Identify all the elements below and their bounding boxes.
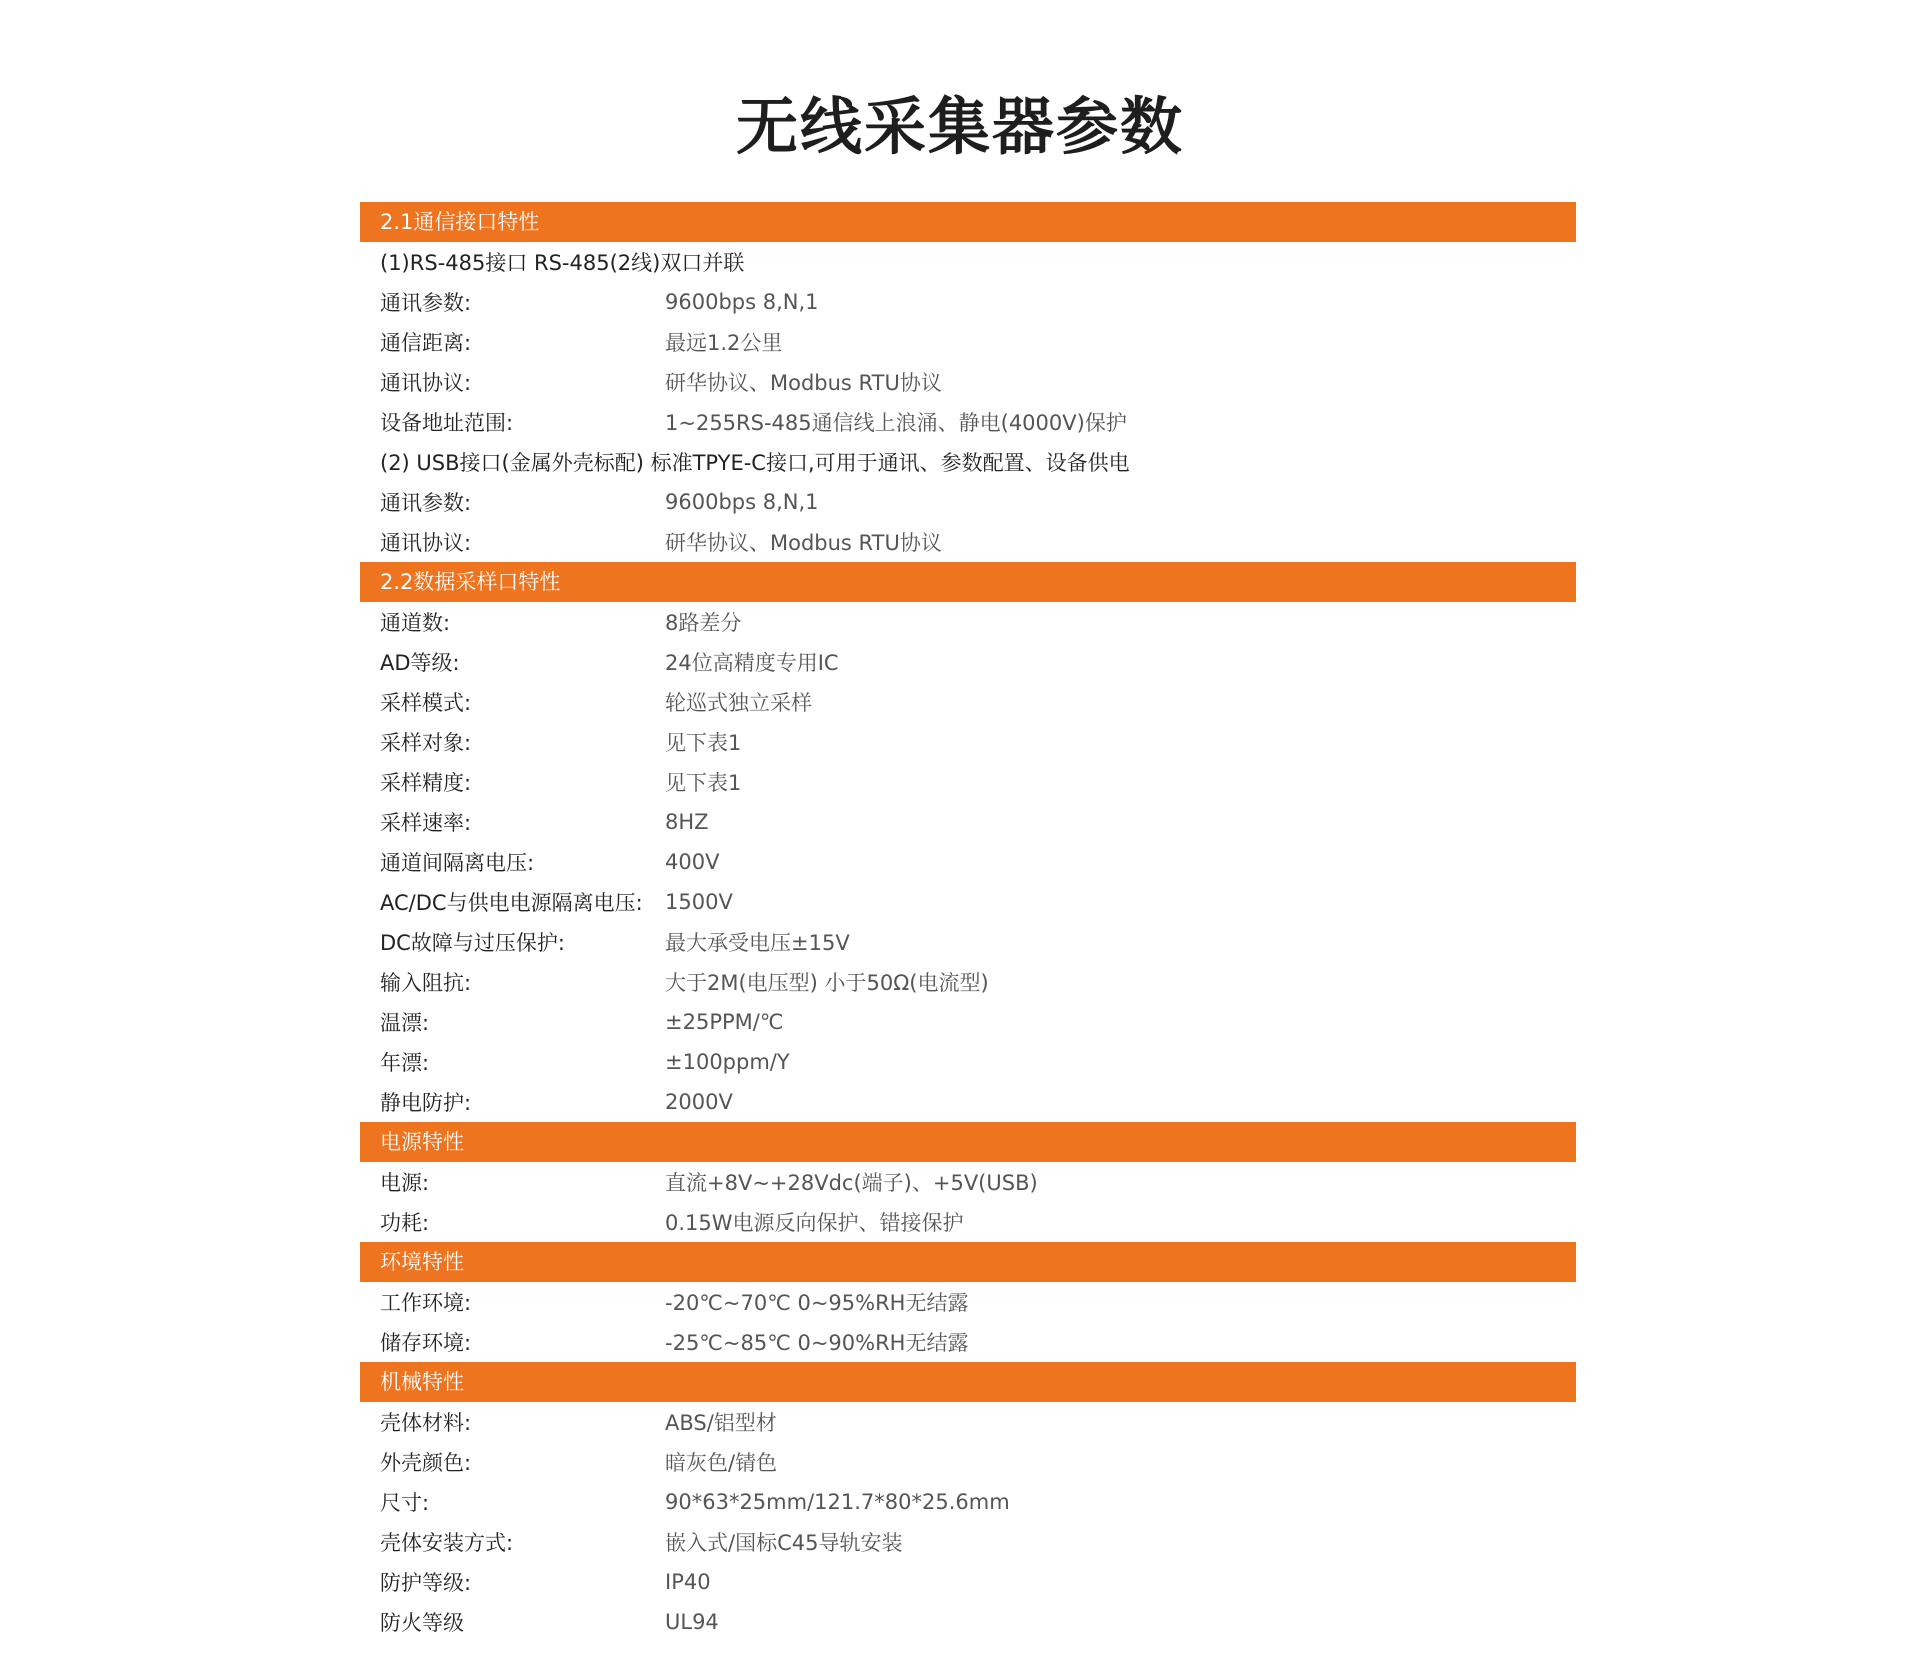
spec-row	[360, 722, 1576, 762]
spec-row	[360, 922, 1576, 962]
spec-label: 功耗:	[380, 1211, 430, 1235]
spec-value: IP40	[665, 1570, 711, 1594]
spec-value: ABS/铝型材	[665, 1411, 777, 1435]
spec-row	[360, 682, 1576, 722]
spec-value: 研华协议、Modbus RTU协议	[665, 371, 942, 395]
spec-label: AC/DC与供电电源隔离电压:	[380, 891, 643, 915]
section-header: 环境特性	[360, 1242, 1576, 1282]
spec-note: (2) USB接口(金属外壳标配) 标准TPYE-C接口,可用于通讯、参数配置、设备供电	[380, 451, 1130, 475]
spec-value: 暗灰色/锖色	[665, 1451, 778, 1475]
spec-row	[360, 602, 1576, 642]
page-title: 无线采集器参数	[735, 90, 1184, 163]
spec-label: 电源:	[380, 1171, 430, 1195]
spec-row	[360, 1402, 1576, 1442]
spec-value: 9600bps 8,N,1	[665, 290, 819, 314]
spec-row	[360, 242, 1576, 282]
spec-row	[360, 802, 1576, 842]
spec-row	[360, 962, 1576, 1002]
spec-row	[360, 1322, 1576, 1362]
spec-label: 静电防护:	[380, 1091, 472, 1115]
spec-label: 通信距离:	[380, 331, 472, 355]
spec-label: 输入阻抗:	[380, 971, 472, 995]
spec-value: 最远1.2公里	[665, 331, 783, 355]
spec-row	[360, 882, 1576, 922]
spec-value: 大于2M(电压型) 小于50Ω(电流型)	[665, 971, 989, 995]
spec-value: 嵌入式/国标C45导轨安装	[665, 1531, 903, 1555]
spec-label: 外壳颜色:	[380, 1451, 472, 1475]
spec-row	[360, 1522, 1576, 1562]
spec-row	[360, 362, 1576, 402]
spec-label: 防火等级	[380, 1611, 464, 1635]
spec-row	[360, 482, 1576, 522]
spec-label: 通讯协议:	[380, 371, 472, 395]
spec-label: DC故障与过压保护:	[380, 931, 565, 955]
spec-label: 通讯协议:	[380, 531, 472, 555]
spec-label: AD等级:	[380, 651, 460, 675]
spec-row	[360, 762, 1576, 802]
spec-row	[360, 1042, 1576, 1082]
spec-note: (1)RS-485接口 RS-485(2线)双口并联	[380, 251, 745, 275]
section-header: 电源特性	[360, 1122, 1576, 1162]
spec-value: 研华协议、Modbus RTU协议	[665, 531, 942, 555]
spec-value: 最大承受电压±15V	[665, 931, 850, 955]
spec-row	[360, 642, 1576, 682]
spec-value: 1500V	[665, 890, 733, 914]
spec-label: 壳体安装方式:	[380, 1531, 514, 1555]
spec-row	[360, 1602, 1576, 1642]
spec-label: 年漂:	[380, 1051, 430, 1075]
spec-label: 设备地址范围:	[380, 411, 514, 435]
spec-value: 轮巡式独立采样	[665, 691, 812, 715]
spec-value: 1~255RS-485通信线上浪涌、静电(4000V)保护	[665, 411, 1127, 435]
spec-value: 0.15W电源反向保护、错接保护	[665, 1211, 964, 1235]
spec-value: ±100ppm/Y	[665, 1050, 790, 1074]
spec-value: 9600bps 8,N,1	[665, 490, 819, 514]
parameter-table	[360, 202, 1576, 1642]
section-header: 机械特性	[360, 1362, 1576, 1402]
spec-label: 通道间隔离电压:	[380, 851, 535, 875]
spec-label: 储存环境:	[380, 1331, 472, 1355]
spec-row	[360, 1202, 1576, 1242]
spec-value: 2000V	[665, 1090, 733, 1114]
spec-row	[360, 1442, 1576, 1482]
spec-row	[360, 1162, 1576, 1202]
section-header: 2.1通信接口特性	[360, 202, 1576, 242]
spec-row	[360, 1482, 1576, 1522]
spec-value: 见下表1	[665, 771, 742, 795]
spec-value: 见下表1	[665, 731, 742, 755]
spec-value: UL94	[665, 1610, 719, 1634]
spec-label: 采样模式:	[380, 691, 472, 715]
spec-row	[360, 402, 1576, 442]
spec-row	[360, 842, 1576, 882]
spec-label: 尺寸:	[380, 1491, 430, 1515]
spec-row	[360, 522, 1576, 562]
spec-row	[360, 442, 1576, 482]
spec-label: 工作环境:	[380, 1291, 472, 1315]
spec-value: 400V	[665, 850, 720, 874]
spec-value: -20℃~70℃ 0~95%RH无结露	[665, 1291, 969, 1315]
spec-label: 壳体材料:	[380, 1411, 472, 1435]
spec-value: 24位高精度专用IC	[665, 651, 839, 675]
spec-label: 采样对象:	[380, 731, 472, 755]
spec-label: 通讯参数:	[380, 291, 472, 315]
spec-label: 通讯参数:	[380, 491, 472, 515]
spec-row	[360, 1002, 1576, 1042]
spec-row	[360, 282, 1576, 322]
spec-row	[360, 322, 1576, 362]
spec-value: 8HZ	[665, 810, 709, 834]
spec-value: 直流+8V~+28Vdc(端子)、+5V(USB)	[665, 1171, 1038, 1195]
spec-label: 采样精度:	[380, 771, 472, 795]
spec-value: 8路差分	[665, 611, 742, 635]
spec-label: 防护等级:	[380, 1571, 472, 1595]
section-header: 2.2数据采样口特性	[360, 562, 1576, 602]
spec-row	[360, 1282, 1576, 1322]
spec-label: 采样速率:	[380, 811, 472, 835]
spec-value: 90*63*25mm/121.7*80*25.6mm	[665, 1490, 1010, 1514]
spec-value: ±25PPM/℃	[665, 1010, 784, 1034]
spec-row	[360, 1562, 1576, 1602]
spec-label: 通道数:	[380, 611, 451, 635]
spec-value: -25℃~85℃ 0~90%RH无结露	[665, 1331, 969, 1355]
spec-label: 温漂:	[380, 1011, 430, 1035]
spec-row	[360, 1082, 1576, 1122]
